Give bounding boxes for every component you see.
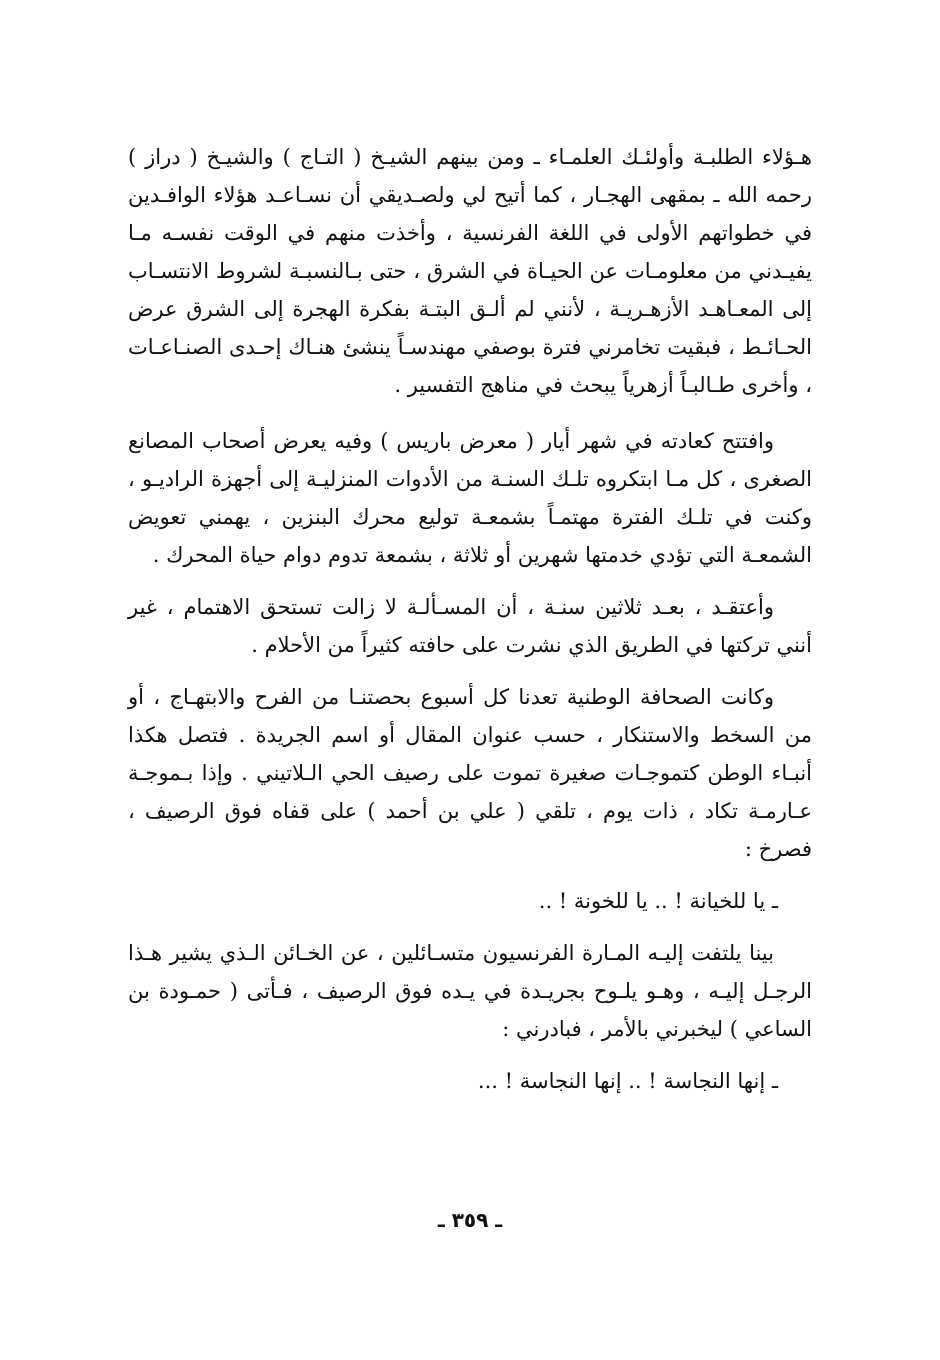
paragraph-2: وافتتح كعادته في شهر أيار ( معرض باريس ) وفيه يعرض أصحاب المصانع الصغرى ، كل مـا ابتكروه تلـك السنـة من الأدوات المنزليـة إلى أجهزة الراديـو ، وكنت في تلـك الفترة مهتمـاً بشمعـة توليع محرك البنزين ، يهمني تعويض الشمعـة التي تؤدي خدمتها شهرين أو ثلاثة ، بشمعة تدوم دوام حياة المحرك . <box>128 429 812 567</box>
page-number: ـ ٣٥٩ ـ <box>437 1208 503 1232</box>
paragraph-3: وأعتقـد ، بعـد ثلاثين سنـة ، أن المسـألـة لا زالت تستحق الاهتمام ، غير أنني تركتها في الطريق الذي نشرت على حافته كثيراً من الأحلام . <box>128 595 812 657</box>
dialogue-line-2: ـ إنها النجاسة ! .. إنها النجاسة ! ... <box>477 1069 778 1093</box>
page-body <box>128 138 812 1100</box>
paragraph-5: بينا يلتفت إليـه المـارة الفرنسيون متسـائلين ، عن الخـائن الـذي يشير هـذا الرجـل إليـه ، وهـو يلـوح بجريـدة في يـده فوق الرصيف ، فـأتى ( حمـودة بن الساعي ) ليخبرني بالأمر ، فبادرني : <box>128 941 812 1041</box>
paragraph-1: هـؤلاء الطلبـة وأولئـك العلمـاء ـ ومن بينهم الشيـخ ( التـاج ) والشيـخ ( دراز ) رحمه الله ـ بمقهى الهجـار ، كما أتيح لي ولصـديقي أن نسـاعـد هؤلاء الوافـدين في خطواتهم الأولى في اللغة الفرنسية ، وأخذت منهم في الوقت نفسـه مـا يفيـدني من معلومـات عن الحيـاة في الشرق ، حتى بـالنسبـة لشروط الانتسـاب إلى المعـاهـد الأزهـريـة ، لأنني لم ألـق البتـة بفكرة الهجرة إلى الشرق عرض الحـائـط ، فبقيت تخامرني فترة بوصفي مهندسـاً ينشئ هنـاك إحـدى الصنـاعـات ، وأخرى طـالبـاً أزهرياً يبحث في مناهج التفسير . <box>128 145 812 397</box>
dialogue-line-1: ـ يا للخيانة ! .. يا للخونة ! .. <box>538 889 778 913</box>
paragraph-4: وكانت الصحافة الوطنية تعدنا كل أسبوع بحصتنـا من الفرح والابتهـاج ، أو من السخط والاستنكار ، حسب عنوان المقال أو اسم الجريدة . فتصل هكذا أنبـاء الوطن كتموجـات صغيرة تموت على رصيف الحي الـلاتيني . وإذا بـموجـة عـارمـة تكاد ، ذات يوم ، تلقي ( علي بن أحمد ) على قفاه فوق الرصيف ، فصرخ : <box>128 685 812 861</box>
